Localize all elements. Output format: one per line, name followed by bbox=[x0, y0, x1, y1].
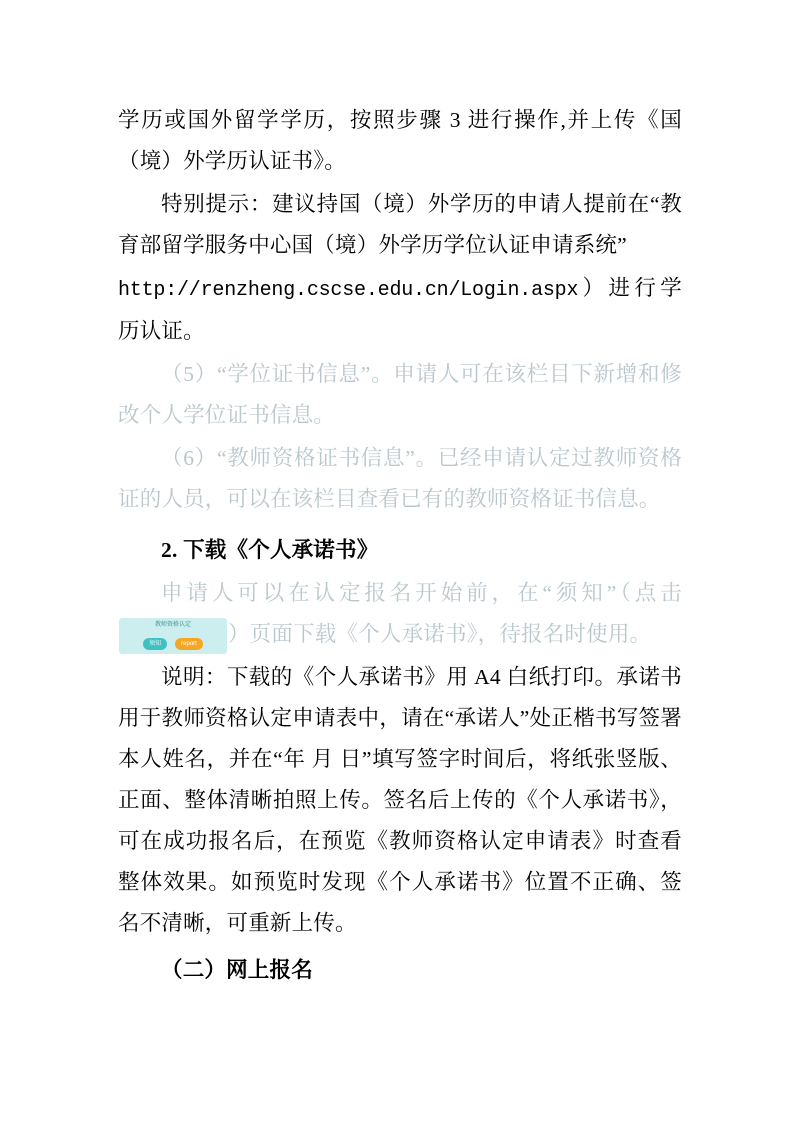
url-text: http://renzheng.cscse.edu.cn/Login.aspx bbox=[118, 279, 579, 302]
paragraph-with-inline-screenshot bbox=[118, 573, 682, 655]
url-tail-text: ）进行学历认证。 bbox=[118, 276, 682, 343]
paragraph-item-6: （6）“教师资格证书信息”。已经申请认定过教师资格证的人员，可以在该栏目查看已有的教师资格证书信息。 bbox=[118, 446, 682, 511]
paragraph-text-before-chip: 申请人可以在认定报名开始前，在“须知”（点击 bbox=[161, 581, 682, 605]
heading-online-registration: （二）网上报名 bbox=[161, 958, 313, 982]
chip-button-row bbox=[119, 638, 227, 650]
paragraph-text-after-chip: ）页面下载《个人承诺书》，待报名时使用。 bbox=[228, 622, 652, 646]
paragraph-url-line bbox=[118, 268, 682, 352]
paragraph-explanation: 说明：下载的《个人承诺书》用 A4 白纸打印。承诺书用于教师资格认定申请表中，请在“承诺人”处正楷书写签署本人姓名，并在“年 月 日”填写签字时间后，将纸张竖版、正面、整体清晰拍照上传。签名后上传的《个人承诺书》，可在成功报名后，在预览《教师资格认定申请表》时查看整体效果。如预览时发现《个人承诺书》位置不正确、签名不清晰，可重新上传。 bbox=[118, 665, 682, 935]
paragraph-special-notice: 特别提示：建议持国（境）外学历的申请人提前在“教育部留学服务中心国（境）外学历学位认证申请系统” bbox=[118, 192, 682, 257]
chip-button-report: report bbox=[175, 638, 203, 650]
inline-screenshot-chip bbox=[119, 618, 227, 654]
chip-button-notice: 须知 bbox=[143, 638, 167, 650]
heading-download-commitment: 2. 下载《个人承诺书》 bbox=[161, 538, 379, 562]
paragraph-continuation: 学历或国外留学学历，按照步骤 3 进行操作,并上传《国（境）外学历认证书》。 bbox=[118, 108, 682, 173]
paragraph-item-5: （5）“学位证书信息”。申请人可在该栏目下新增和修改个人学位证书信息。 bbox=[118, 362, 682, 427]
chip-title-label: 教师资格认定 bbox=[154, 622, 191, 629]
